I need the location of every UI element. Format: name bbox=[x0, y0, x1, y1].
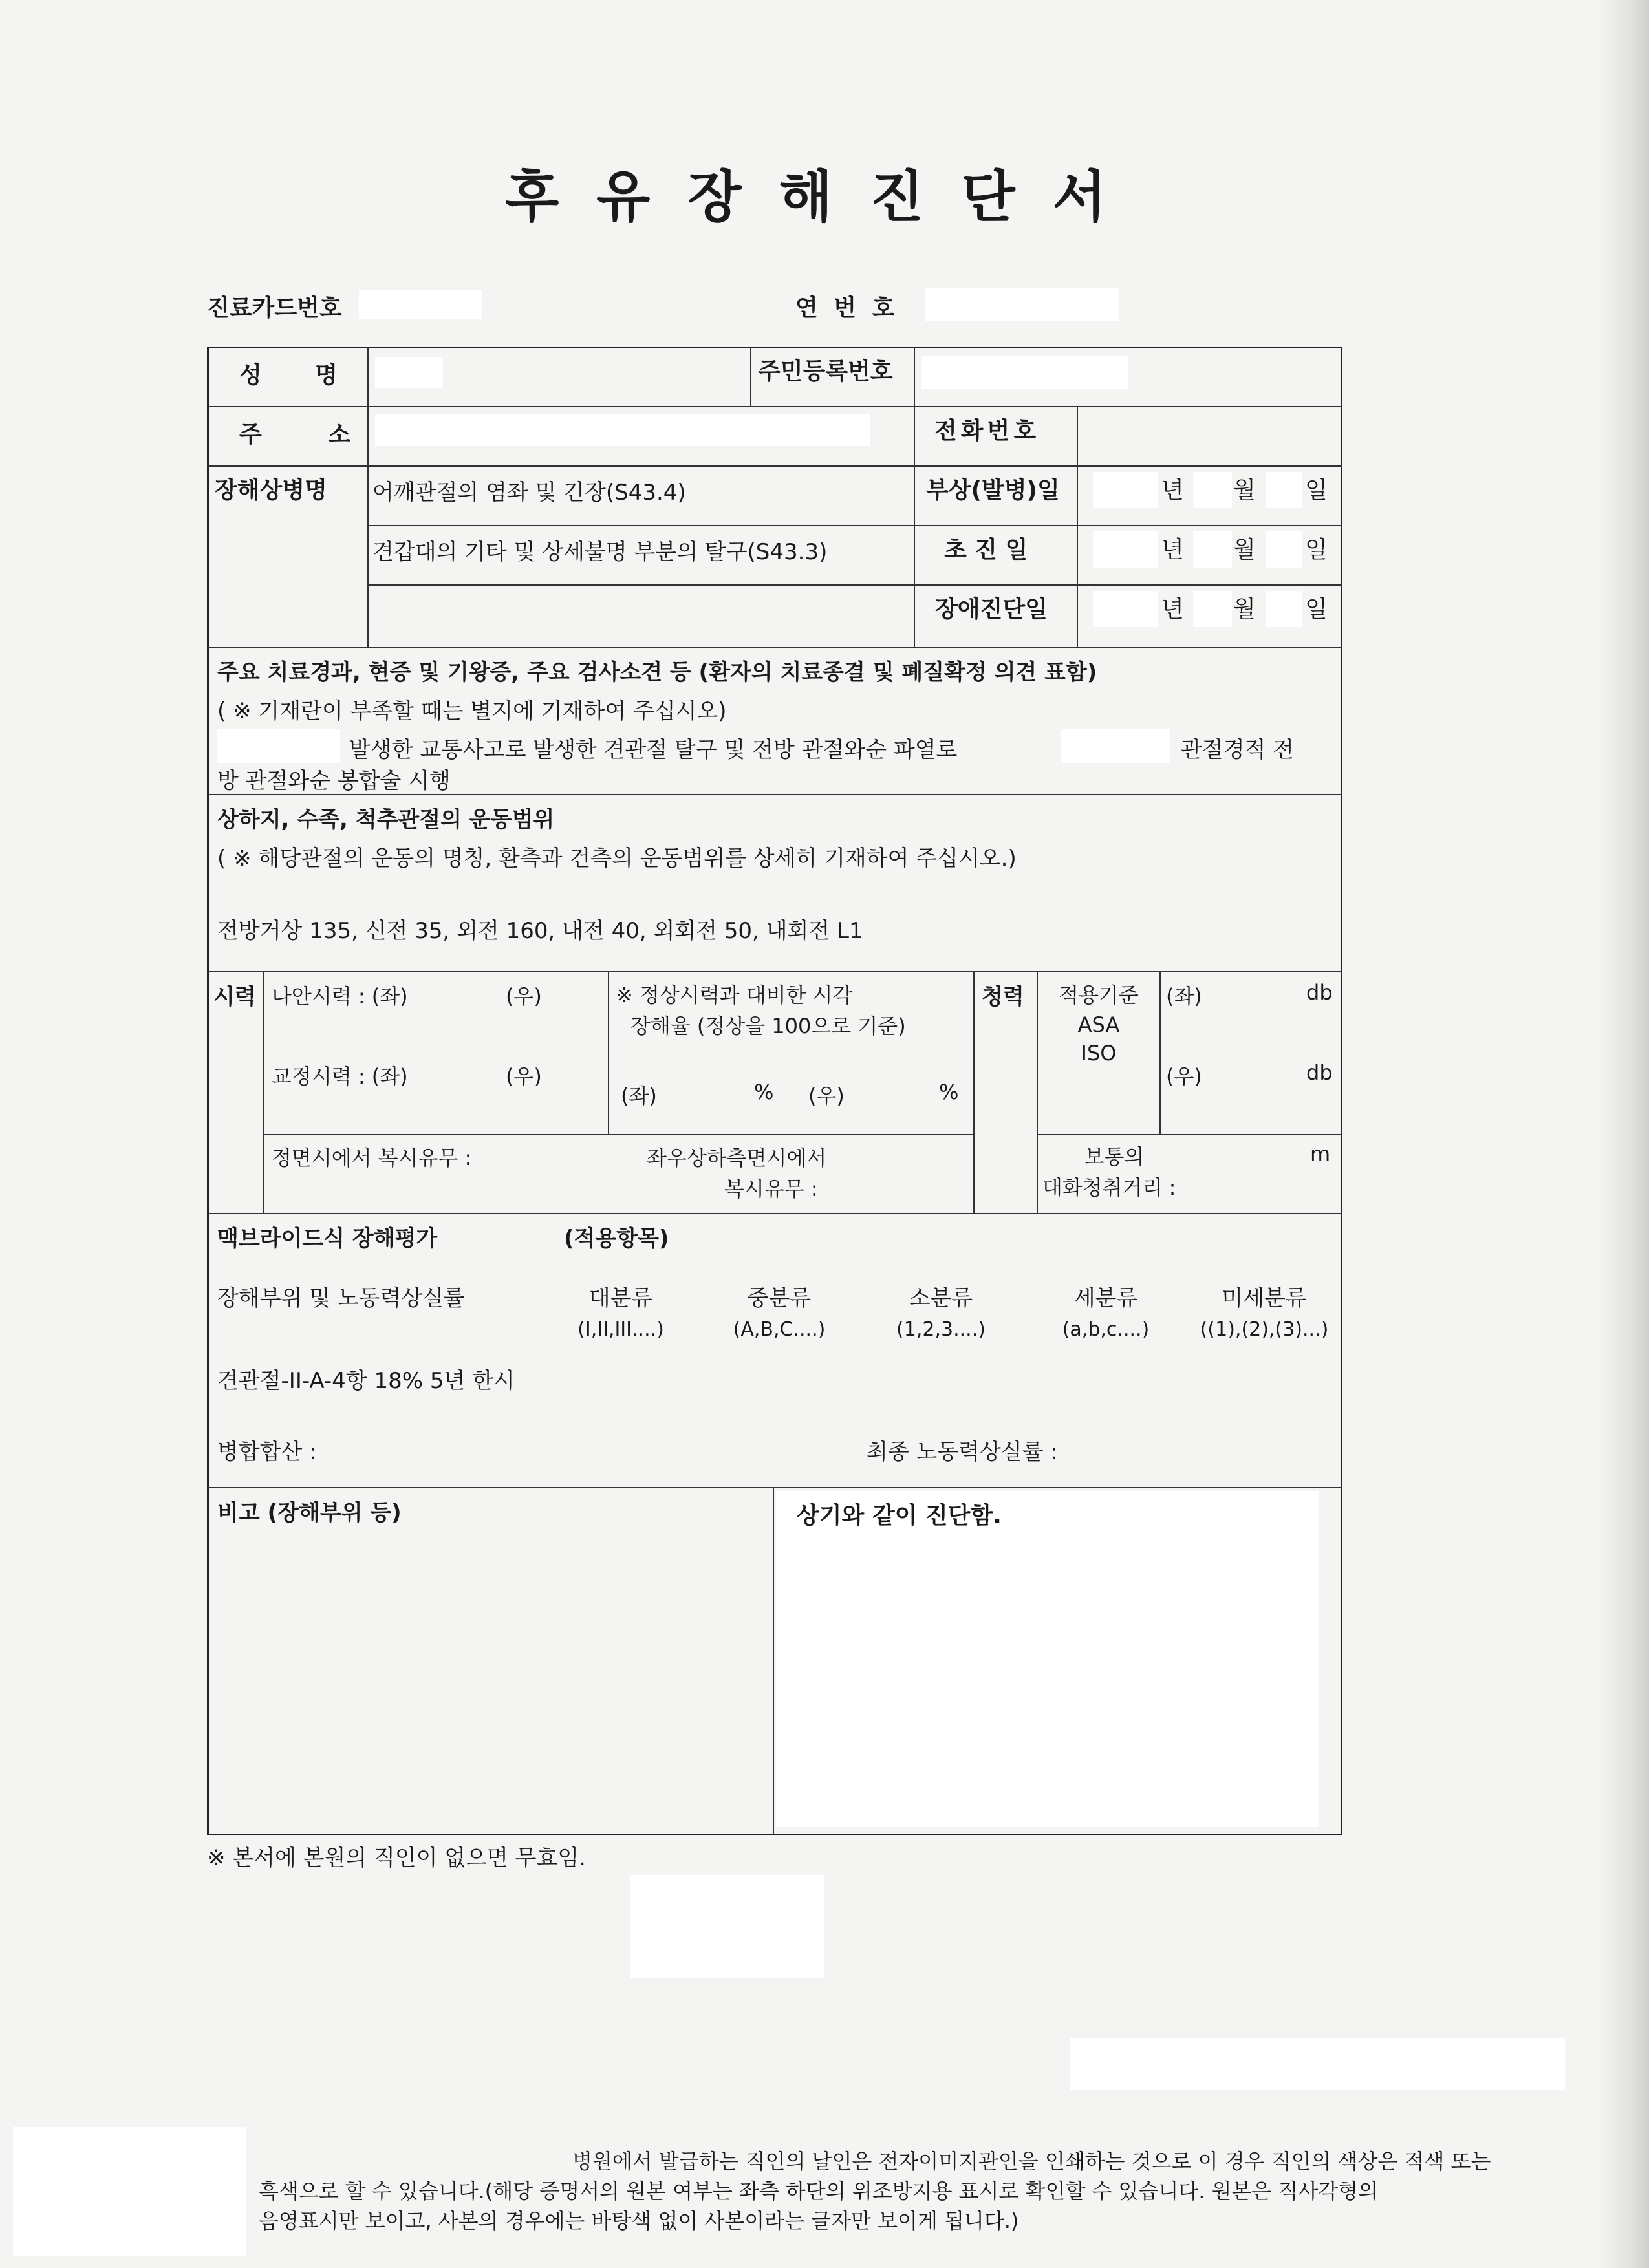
course-date-redacted bbox=[217, 729, 340, 763]
hearing-standard: 적용기준 ASA ISO bbox=[1059, 983, 1139, 1065]
course-note: ( ※ 기재란이 부족할 때는 별지에 기재하여 주십시오) bbox=[217, 698, 727, 724]
hearing-label: 청력 bbox=[982, 984, 1024, 1010]
first-visit-label: 초 진 일 bbox=[944, 537, 1028, 563]
anti-forgery-mark bbox=[13, 2127, 246, 2256]
course-redacted bbox=[1061, 729, 1170, 763]
corrected-vision-right: (우) bbox=[506, 1064, 542, 1089]
hearing-unit: m bbox=[1310, 1142, 1331, 1166]
notice-line-3: 음영표시만 보이고, 사본의 경우에는 바탕색 없이 사본이라는 글자만 보이게 됩니다.) bbox=[259, 2209, 1019, 2233]
diplopia-side-2: 복시유무 : bbox=[724, 1177, 818, 1201]
vision-ratio-note-2: 장해율 (정상을 100으로 기준) bbox=[630, 1014, 906, 1038]
mcbride-col-middle: 중분류 (A,B,C....) bbox=[733, 1285, 826, 1341]
course-heading: 주요 치료경과, 현증 및 기왕증, 주요 검사소견 등 (환자의 치료종결 및 폐질확정 의견 표함) bbox=[217, 659, 1097, 685]
hearing-db-1: db bbox=[1306, 980, 1333, 1005]
hearing-normal-2: 대화청취거리 : bbox=[1042, 1175, 1176, 1200]
course-text-a: 발생한 교통사고로 발생한 견관절 탈구 및 전방 관절와순 파열로 bbox=[349, 737, 958, 763]
mcbride-col-micro: 미세분류 ((1),(2),(3)...) bbox=[1200, 1285, 1329, 1341]
naked-vision: 나안시력 : (좌) bbox=[272, 984, 408, 1009]
document-title: 후유장해진단서 bbox=[505, 165, 1144, 230]
mcbride-col-detail: 세분류 (a,b,c....) bbox=[1062, 1285, 1150, 1341]
certify-statement: 상기와 같이 진단함. bbox=[797, 1503, 1002, 1529]
rom-values: 전방거상 135, 신전 35, 외전 160, 내전 40, 외회전 50, 내회전 L1 bbox=[217, 918, 863, 944]
rom-note: ( ※ 해당관절의 운동의 명칭, 환측과 건측의 운동범위를 상세히 기재하여 주십시오.) bbox=[217, 846, 1017, 872]
mcbride-part-label: 장해부위 및 노동력상실률 bbox=[217, 1285, 465, 1311]
serial-number-value bbox=[925, 288, 1119, 321]
mcbride-applied: (적용항목) bbox=[564, 1226, 669, 1252]
name-value bbox=[375, 357, 443, 388]
course-text-b: 관절경적 전 bbox=[1181, 737, 1295, 763]
course-text-c: 방 관절와순 봉합술 시행 bbox=[217, 768, 451, 794]
notice-line-1: 병원에서 발급하는 직인의 날인은 전자이미지관인을 인쇄하는 것으로 이 경우 직인의 색상은 적색 또는 bbox=[572, 2149, 1491, 2174]
hearing-left: (좌) bbox=[1166, 984, 1202, 1009]
rrn-value bbox=[921, 356, 1128, 389]
scan-edge bbox=[1597, 0, 1649, 2268]
mcbride-col-major: 대분류 (I,II,III....) bbox=[577, 1285, 664, 1341]
corrected-vision: 교정시력 : (좌) bbox=[272, 1064, 408, 1089]
remarks-label: 비고 (장해부위 등) bbox=[217, 1500, 402, 1526]
card-number-value bbox=[359, 290, 482, 319]
card-number-label: 진료카드번호 bbox=[207, 295, 342, 321]
rom-heading: 상하지, 수족, 척추관절의 운동범위 bbox=[217, 807, 555, 833]
vision-ratio-note-1: ※ 정상시력과 대비한 시각 bbox=[616, 983, 853, 1007]
hearing-db-2: db bbox=[1306, 1060, 1333, 1085]
vision-ratio-right: (우) bbox=[808, 1084, 845, 1108]
diagnosis-label: 장해상병명 bbox=[215, 477, 327, 504]
seal-note: ※ 본서에 본원의 직인이 없으면 무효임. bbox=[207, 1845, 586, 1871]
hospital-name-redacted bbox=[630, 1875, 824, 1978]
mcbride-col-minor: 소분류 (1,2,3....) bbox=[896, 1285, 986, 1341]
name-label: 성 명 bbox=[239, 362, 338, 389]
phone-label: 전화번호 bbox=[934, 418, 1040, 444]
naked-vision-right: (우) bbox=[506, 984, 542, 1009]
mcbride-combined: 병합합산 : bbox=[217, 1439, 317, 1465]
diagnosis-date-label: 장애진단일 bbox=[935, 596, 1048, 623]
vision-label: 시력 bbox=[213, 984, 256, 1010]
diagnosis-item-1: 어깨관절의 염좌 및 긴장(S43.4) bbox=[372, 480, 686, 506]
vision-pct-1: % bbox=[754, 1080, 774, 1104]
injury-date-label: 부상(발병)일 bbox=[926, 477, 1060, 504]
vision-pct-2: % bbox=[939, 1080, 959, 1104]
address-value bbox=[375, 414, 870, 446]
address-label: 주 소 bbox=[239, 422, 351, 448]
notice-line-2: 흑색으로 할 수 있습니다.(해당 증명서의 원본 여부는 좌측 하단의 위조방지용 표시로 확인할 수 있습니다. 원본은 직사각형의 bbox=[259, 2179, 1379, 2203]
diplopia-side-1: 좌우상하측면시에서 bbox=[647, 1146, 827, 1170]
vision-ratio-left: (좌) bbox=[621, 1084, 657, 1108]
serial-number-label: 연 번 호 bbox=[795, 295, 899, 321]
rrn-label: 주민등록번호 bbox=[758, 358, 893, 385]
hearing-normal-1: 보통의 bbox=[1084, 1144, 1145, 1169]
mcbride-result: 견관절-II-A-4항 18% 5년 한시 bbox=[217, 1368, 515, 1394]
signature-area bbox=[776, 1491, 1319, 1827]
hospital-info-redacted bbox=[1070, 2038, 1565, 2090]
hearing-right: (우) bbox=[1166, 1064, 1202, 1089]
mcbride-final: 최종 노동력상실률 : bbox=[867, 1439, 1058, 1465]
mcbride-heading: 맥브라이드식 장해평가 bbox=[217, 1226, 438, 1252]
diplopia-front: 정면시에서 복시유무 : bbox=[272, 1146, 472, 1170]
diagnosis-item-2: 견갑대의 기타 및 상세불명 부분의 탈구(S43.3) bbox=[372, 539, 828, 565]
